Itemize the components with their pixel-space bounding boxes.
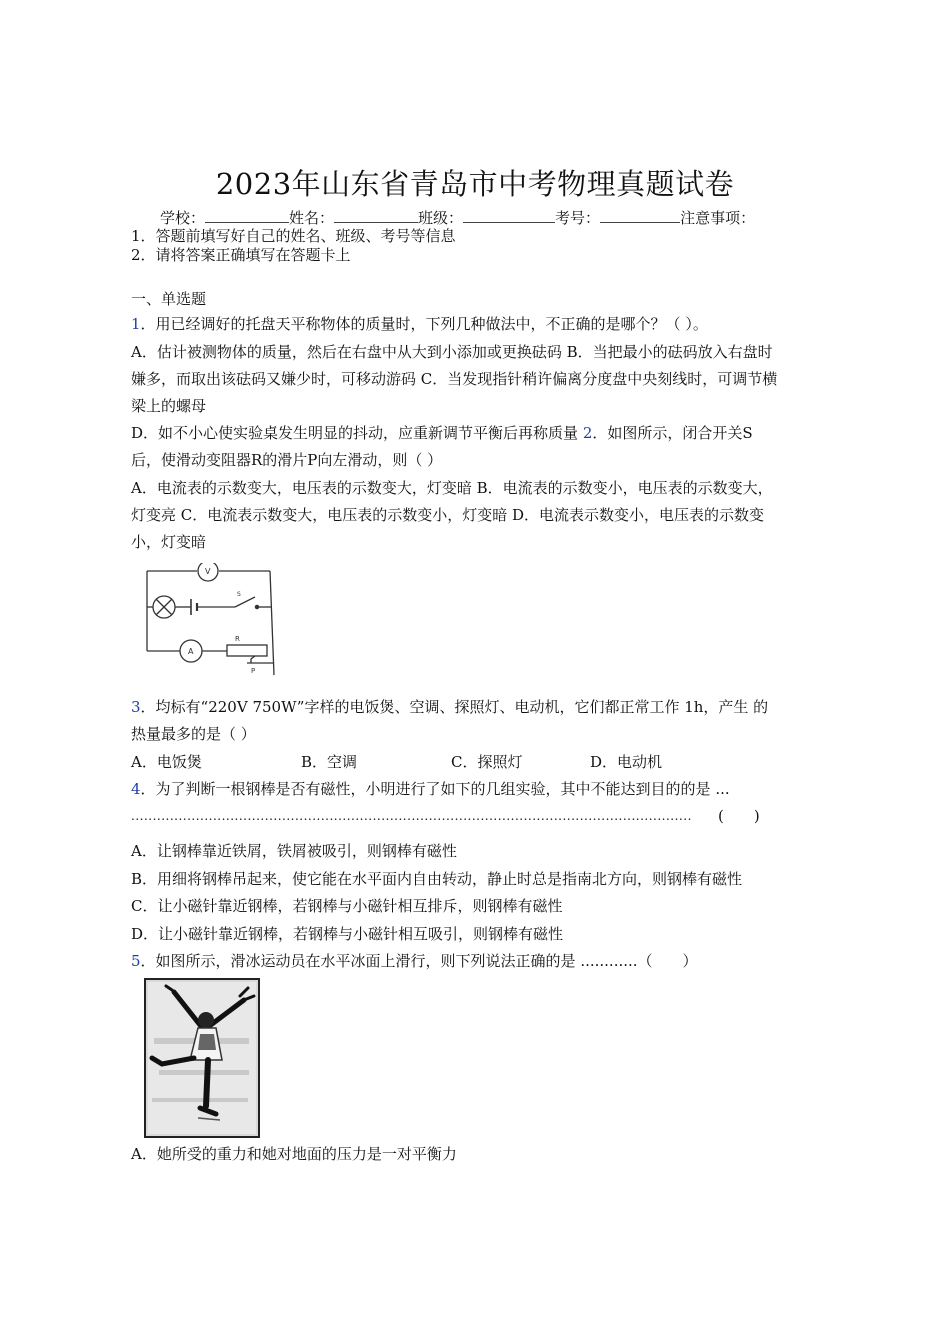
option-a: A．电饭煲 [131,753,202,771]
note-2: 2．请将答案正确填写在答题卡上 [131,246,351,264]
school-blank[interactable] [205,210,289,223]
option-a: A．她所受的重力和她对地面的压力是一对平衡力 [131,1145,457,1163]
option-c: C．让小磁针靠近钢棒，若钢棒与小磁针相互排斥，则钢棒有磁性 [131,897,563,915]
question-1-stem [131,315,708,333]
question-2-line: 后，使滑动变阻器R的滑片P向左滑动，则（ ） [131,451,443,469]
voltmeter-label: V [205,567,211,576]
question-text: ．为了判断一根钢棒是否有磁性，小明进行了如下的几组实验，其中不能达到目的的是 ... [140,780,730,798]
question-2-line: A．电流表的示数变大，电压表的示数变大，灯变暗 B．电流表的示数变小，电压表的示数变大， [131,479,773,497]
question-number: 4 [131,780,141,798]
exam-header [160,209,755,227]
option-a: A．让钢棒靠近铁屑，铁屑被吸引，则钢棒有磁性 [131,842,457,860]
question-3-stem [131,698,768,716]
question-text: ．均标有“220V 750W”字样的电饭煲、空调、探照灯、电动机，它们都正常工作 1h，产生 的 [140,698,769,716]
option-b: B．用细将钢棒吊起来，使它能在水平面内自由转动，静止时总是指南北方向，则钢棒有磁性 [131,870,743,888]
question-5-stem [131,952,698,970]
slider-label: P [251,667,256,675]
exam-no-blank[interactable] [600,210,680,223]
name-label: 姓名： [289,209,335,227]
question-text: ．如图所示，滑冰运动员在水平冰面上滑行，则下列说法正确的是 ............（ ） [140,952,698,970]
question-2-line: 小，灯变暗 [131,533,207,551]
page-title: 2023年山东省青岛市中考物理真题试卷 [215,167,735,201]
option-d-text: D．如不小心使实验桌发生明显的抖动，应重新调节平衡后再称质量 [131,424,583,442]
question-number: 3 [131,698,141,716]
note-1: 1．答题前填写好自己的姓名、班级、考号等信息 [131,227,456,245]
question-2-stem: ．如图所示，闭合开关S [592,424,753,442]
class-label: 班级： [418,209,464,227]
question-2-line: 灯变亮 C．电流表示数变大，电压表的示数变小，灯变暗 D．电流表示数变小，电压表的示数变 [131,506,765,524]
option-d: D．让小磁针靠近钢棒，若钢棒与小磁针相互吸引，则钢棒有磁性 [131,925,564,943]
circuit-diagram [143,563,283,679]
ammeter-label: A [188,647,194,656]
option-d: D．电动机 [590,753,663,771]
leader-dots: .................................................................................................................................. [131,809,692,823]
question-1-line [131,424,753,442]
rheostat-symbol [227,645,267,656]
name-blank[interactable] [334,210,418,223]
switch-label: S [237,591,241,598]
question-1-line: 嫌多，而取出该砝码又嫌少时，可移动游码 C．当发现指针稍许偏离分度盘中央刻线时，可调节横 [131,370,778,388]
question-text: ．用已经调好的托盘天平称物体的质量时，下列几种做法中，不正确的是哪个？（ ）。 [140,315,708,333]
section-heading: 一、单选题 [131,290,207,308]
rheostat-label: R [235,635,240,643]
option-c: C．探照灯 [451,753,523,771]
notes-label: 注意事项： [680,209,756,227]
question-3-line: 热量最多的是（ ） [131,725,256,743]
question-number: 5 [131,952,141,970]
school-label: 学校： [160,209,206,227]
question-1-line: A．估计被测物体的质量，然后在右盘中从大到小添加或更换砝码 B．当把最小的砝码放入右盘时 [131,343,773,361]
option-b: B．空调 [301,753,358,771]
question-1-line: 梁上的螺母 [131,397,207,415]
question-number: 1 [131,315,141,333]
answer-parentheses: ( ) [718,807,760,825]
question-number: 2 [582,424,593,442]
question-4-stem [131,780,730,798]
exam-no-label: 考号： [555,209,601,227]
class-blank[interactable] [463,210,555,223]
skater-photo [144,978,260,1138]
